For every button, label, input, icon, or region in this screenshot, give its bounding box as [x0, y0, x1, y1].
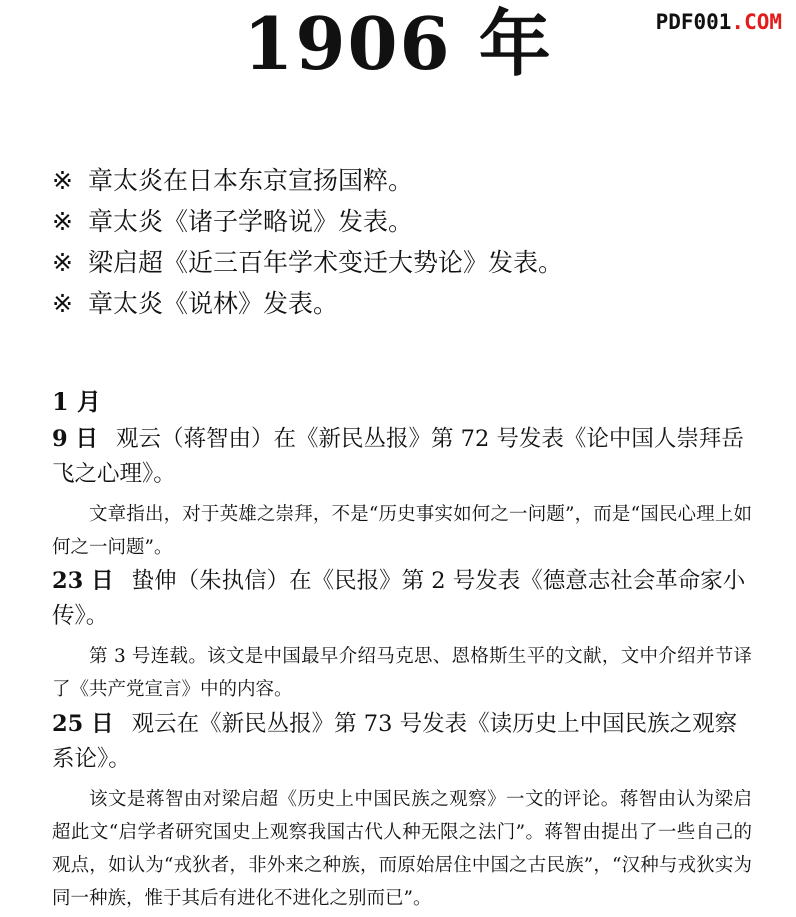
entry-heading-text: 观云在《新民丛报》第 73 号发表《读历史上中国民族之观察系论》。: [52, 711, 738, 772]
highlight-text: 章太炎《说林》发表。: [88, 289, 339, 318]
reference-mark-icon: ※: [52, 289, 73, 318]
highlight-item: [52, 201, 563, 242]
entry-date: 23 日: [52, 568, 114, 594]
watermark-text: PDF001: [655, 10, 732, 34]
highlight-text: 章太炎在日本东京宣扬国粹。: [88, 166, 414, 195]
entry-heading: [52, 707, 752, 777]
reference-mark-icon: ※: [52, 207, 73, 236]
entry-date: 25 日: [52, 711, 114, 737]
highlight-text: 梁启超《近三百年学术变迁大势论》发表。: [88, 248, 564, 277]
entry-date: 9 日: [52, 426, 98, 452]
entry-heading: [52, 422, 752, 492]
entry-heading: [52, 564, 752, 634]
highlight-item: [52, 242, 563, 283]
month-heading: 1 月: [52, 387, 102, 416]
entry-body: 第 3 号连载。该文是中国最早介绍马克思、恩格斯生平的文献，文中介绍并节译了《共产党宣言》中的内容。: [52, 646, 752, 700]
chronology-entry: [52, 422, 752, 564]
reference-mark-icon: ※: [52, 166, 73, 195]
entry-body: 该文是蒋智由对梁启超《历史上中国民族之观察》一文的评论。蒋智由认为梁启超此文“启学者研究国史上观察我国古代人种无限之法门”。蒋智由提出了一些自己的观点，如认为“戎狄者，非外来之种族，而原始居住中国之古民族”，“汉种与戎狄实为同一种族，惟于其后有进化不进化之别而已”。: [52, 789, 752, 909]
entry-heading-text: 观云（蒋智由）在《新民丛报》第 72 号发表《论中国人崇拜岳飞之心理》。: [52, 426, 744, 487]
entry-heading-text: 蛰伸（朱执信）在《民报》第 2 号发表《德意志社会革命家小传》。: [52, 568, 746, 629]
entry-body: 文章指出，对于英雄之崇拜，不是“历史事实如何之一问题”，而是“国民心理上如何之一问题”。: [52, 504, 752, 558]
reference-mark-icon: ※: [52, 248, 73, 277]
watermark-domain: .COM: [731, 10, 782, 34]
highlight-text: 章太炎《诸子学略说》发表。: [88, 207, 414, 236]
page-title: 1906 年: [243, 1, 553, 86]
chronology-entry: [52, 707, 752, 915]
highlight-item: [52, 160, 563, 201]
chronology-entry: [52, 564, 752, 706]
highlights-list: [52, 160, 563, 324]
highlight-item: [52, 283, 563, 324]
